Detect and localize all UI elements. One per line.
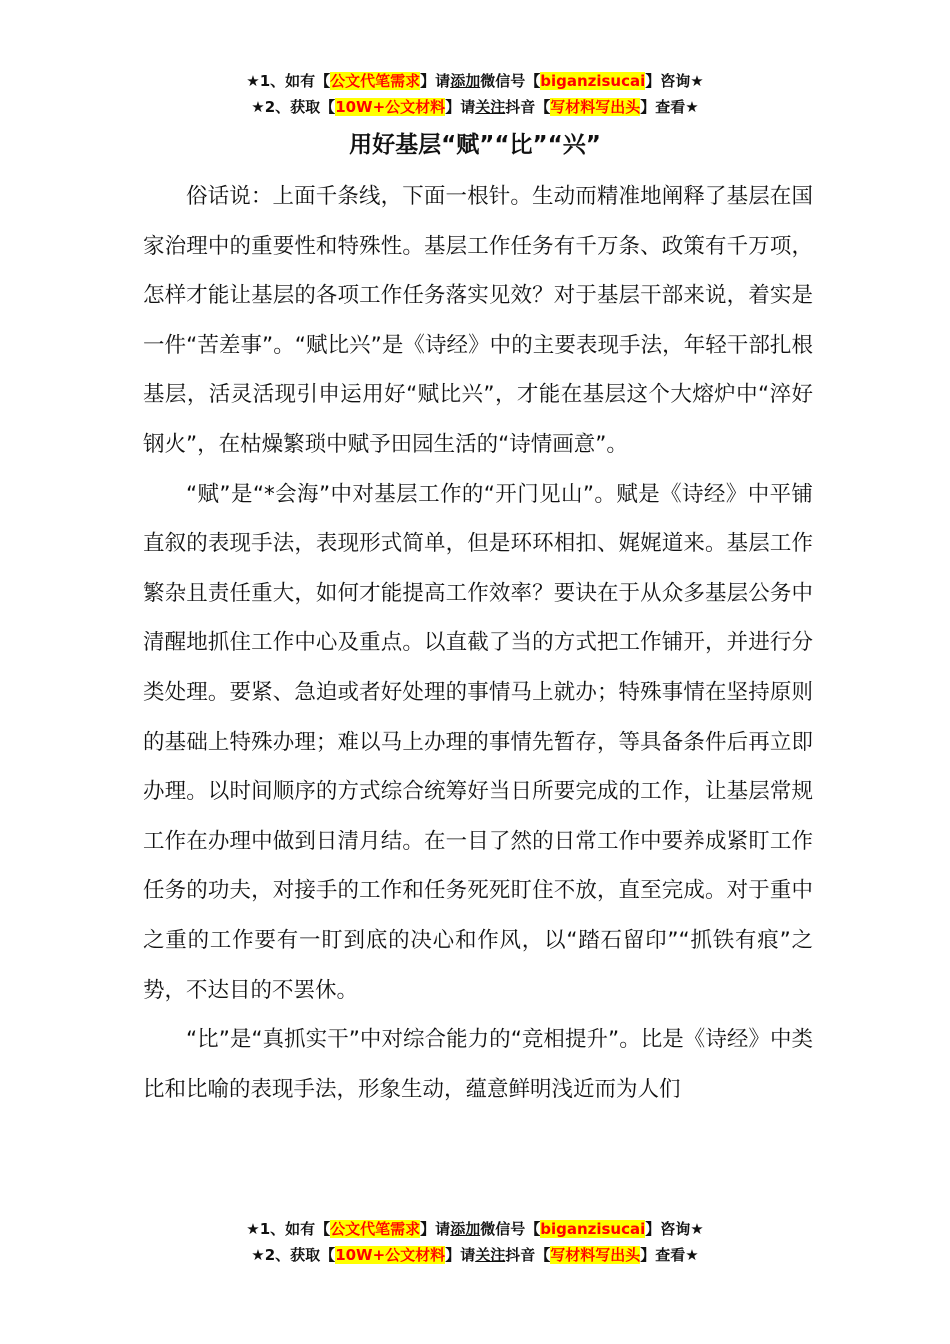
promo-text: 】请	[445, 98, 476, 116]
promo-text: 】请	[420, 72, 451, 90]
promo-banner-bottom	[0, 1216, 950, 1268]
promo-text: ★2、获取【	[251, 1246, 336, 1264]
paragraph: “比”是“真抓实干”中对综合能力的“竞相提升”。比是《诗经》中类比和比喻的表现手法，形象生动，蕴意鲜明浅近而为人们	[143, 1027, 813, 1102]
paragraph: 俗话说：上面千条线，下面一根针。生动而精准地阐释了基层在国家治理中的重要性和特殊性。基层工作任务有千万条、政策有千万项，怎样才能让基层的各项工作任务落实见效？对于基层干部来说，着实是一件“苦差事”。“赋比兴”是《诗经》中的主要表现手法，年轻干部扎根基层，活灵活现引申运用好“赋比兴”，才能在基层这个大熔炉中“淬好钢火”，在枯燥繁琐中赋予田园生活的“诗情画意”。	[143, 184, 813, 457]
promo-highlight: 公文代笔需求	[330, 72, 421, 90]
promo-banner-top	[0, 68, 950, 120]
promo-text: ★2、获取【	[251, 98, 336, 116]
promo-text: ★1、如有【	[246, 1220, 331, 1238]
promo-text: 】查看★	[640, 1246, 699, 1264]
promo-highlight: 写材料写出头	[550, 1246, 641, 1264]
promo-text: ★1、如有【	[246, 72, 331, 90]
promo-highlight: 10W+公文材料	[335, 1246, 446, 1264]
promo-line-2	[0, 1242, 950, 1268]
paragraph: “赋”是“*会海”中对基层工作的“开门见山”。赋是《诗经》中平铺直叙的表现手法，表现形式简单，但是环环相扣、娓娓道来。基层工作繁杂且责任重大，如何才能提高工作效率？要诀在于从众多基层公务中清醒地抓住工作中心及重点。以直截了当的方式把工作铺开，并进行分类处理。要紧、急迫或者好处理的事情马上就办；特殊事情在坚持原则的基础上特殊办理；难以马上办理的事情先暂存，等具备条件后再立即办理。以时间顺序的方式综合统筹好当日所要完成的工作，让基层常规工作在办理中做到日清月结。在一目了然的日常工作中要养成紧盯工作任务的功夫，对接手的工作和任务死死盯住不放，直至完成。对于重中之重的工作要有一盯到底的决心和作风，以“踏石留印”“抓铁有痕”之势，不达目的不罢休。	[143, 481, 813, 1003]
promo-line-2	[0, 94, 950, 120]
promo-text: 微信号【	[480, 72, 541, 90]
promo-highlight: 10W+公文材料	[335, 98, 446, 116]
promo-highlight: 公文代笔需求	[330, 1220, 421, 1238]
document-title: 用好基层“赋”“比”“兴”	[349, 132, 601, 158]
promo-text: 抖音【	[505, 98, 551, 116]
promo-text: 】请	[445, 1246, 476, 1264]
promo-underlined: 添加	[450, 72, 481, 90]
promo-line-1	[0, 1216, 950, 1242]
promo-text: 】咨询★	[645, 72, 704, 90]
promo-line-1	[0, 68, 950, 94]
promo-underlined: 关注	[475, 1246, 506, 1264]
promo-underlined: 添加	[450, 1220, 481, 1238]
document-body	[143, 172, 813, 1114]
promo-text: 】查看★	[640, 98, 699, 116]
promo-highlight: biganzisucai	[540, 72, 646, 90]
promo-highlight: 写材料写出头	[550, 98, 641, 116]
promo-underlined: 关注	[475, 98, 506, 116]
promo-text: 】咨询★	[645, 1220, 704, 1238]
promo-text: 】请	[420, 1220, 451, 1238]
promo-text: 微信号【	[480, 1220, 541, 1238]
promo-highlight: biganzisucai	[540, 1220, 646, 1238]
promo-text: 抖音【	[505, 1246, 551, 1264]
